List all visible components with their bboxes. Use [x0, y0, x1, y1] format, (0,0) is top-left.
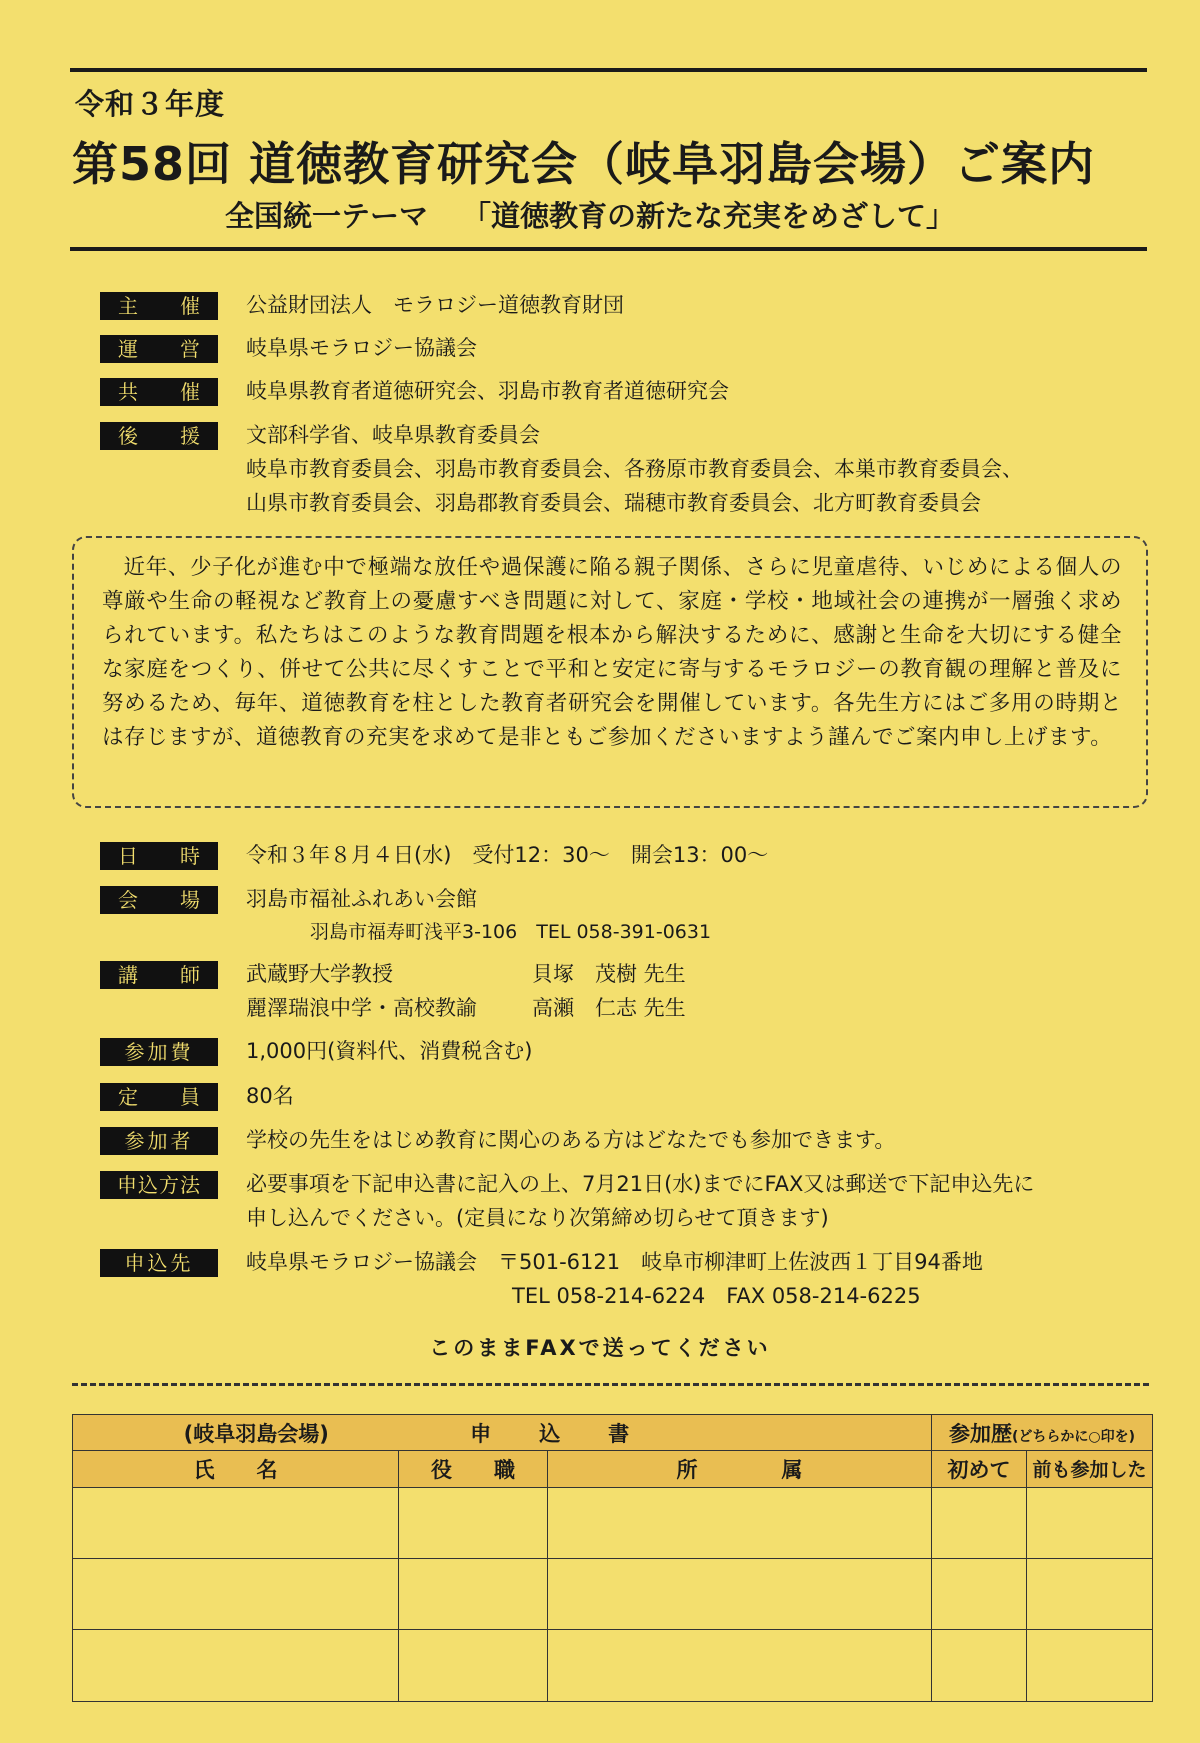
venue-name: 羽島市福祉ふれあい会館	[246, 887, 477, 911]
application-form	[72, 1414, 1153, 1702]
fee-value: 1,000円(資料代、消費税含む)	[246, 1039, 533, 1063]
first-time-field[interactable]	[932, 1630, 1027, 1702]
name-field[interactable]	[73, 1630, 399, 1702]
form-title: 申 込 書	[470, 1421, 630, 1446]
capacity-value: 80名	[246, 1084, 294, 1108]
title-bottom-rule	[70, 247, 1147, 251]
participants-value: 学校の先生をはじめ教育に関心のある方はどなたでも参加できます。	[246, 1128, 896, 1152]
lecturer-2-affiliation: 麗澤瑞浪中学・高校教諭	[246, 996, 477, 1020]
col-position: 役 職	[399, 1451, 548, 1487]
venue-address: 羽島市福寿町浅平3-106 TEL 058-391-0631	[310, 921, 712, 943]
lecturer-1-affiliation: 武蔵野大学教授	[246, 962, 393, 986]
apply-method-line-1: 必要事項を下記申込書に記入の上、7月21日(水)までにFAX又は郵送で下記申込先に	[246, 1172, 1035, 1196]
form-row	[73, 1558, 1153, 1629]
label-apply-method: 申込方法	[100, 1171, 218, 1199]
theme-label: 全国統一テーマ	[225, 199, 429, 233]
label-operator: 運 営	[100, 335, 218, 363]
label-apply-to: 申込先	[100, 1249, 218, 1277]
form-column-row	[73, 1451, 1153, 1487]
position-field[interactable]	[399, 1630, 548, 1702]
col-affiliation: 所 属	[548, 1451, 932, 1487]
organizer-value: 公益財団法人 モラロジー道徳教育財団	[246, 293, 624, 317]
operator-value: 岐阜県モラロジー協議会	[246, 336, 477, 360]
form-venue: (岐阜羽島会場)	[183, 1421, 329, 1446]
affiliation-field[interactable]	[548, 1630, 932, 1702]
name-field[interactable]	[73, 1558, 399, 1629]
first-time-field[interactable]	[932, 1558, 1027, 1629]
position-field[interactable]	[399, 1487, 548, 1558]
support-line-1: 文部科学省、岐阜県教育委員会	[246, 423, 540, 447]
label-datetime: 日 時	[100, 842, 218, 870]
history-header: 参加歴(どちらかに○印を)	[932, 1415, 1153, 1451]
col-first-time: 初めて	[932, 1451, 1027, 1487]
label-co-host: 共 催	[100, 378, 218, 406]
col-attended-before: 前も参加した	[1027, 1451, 1153, 1487]
lecturer-1-name: 貝塚 茂樹 先生	[532, 962, 686, 986]
support-line-3: 山県市教育委員会、羽島郡教育委員会、瑞穂市教育委員会、北方町教育委員会	[246, 491, 981, 515]
attended-before-field[interactable]	[1027, 1558, 1153, 1629]
name-field[interactable]	[73, 1487, 399, 1558]
fiscal-year: 令和３年度	[75, 87, 226, 121]
attended-before-field[interactable]	[1027, 1630, 1153, 1702]
apply-to-line-1: 岐阜県モラロジー協議会 〒501-6121 岐阜市柳津町上佐波西１丁目94番地	[246, 1250, 983, 1274]
form-row	[73, 1487, 1153, 1558]
notice-box	[72, 536, 1148, 808]
apply-to-line-2: TEL 058-214-6224 FAX 058-214-6225	[512, 1284, 921, 1308]
fax-note: このままFAXで送ってください	[429, 1336, 771, 1360]
theme	[225, 194, 955, 235]
label-venue: 会 場	[100, 886, 218, 914]
label-participants: 参加者	[100, 1127, 218, 1155]
support-line-2: 岐阜市教育委員会、羽島市教育委員会、各務原市教育委員会、本巣市教育委員会、	[246, 457, 1023, 481]
position-field[interactable]	[399, 1558, 548, 1629]
cut-line	[72, 1383, 1149, 1386]
co-host-value: 岐阜県教育者道徳研究会、羽島市教育者道徳研究会	[246, 379, 729, 403]
first-time-field[interactable]	[932, 1487, 1027, 1558]
form-row	[73, 1630, 1153, 1702]
col-name: 氏 名	[73, 1451, 399, 1487]
page-title: 第58回 道徳教育研究会（岐阜羽島会場）ご案内	[72, 137, 1096, 191]
datetime-value: 令和３年８月４日(水) 受付12：30〜 開会13：00〜	[246, 843, 769, 867]
apply-method-line-2: 申し込んでください。(定員になり次第締め切らせて頂きます)	[246, 1206, 829, 1230]
theme-text: 「道徳教育の新たな充実をめざして」	[462, 199, 956, 233]
label-organizer: 主 催	[100, 292, 218, 320]
label-fee: 参加費	[100, 1038, 218, 1066]
form-title-cell	[73, 1415, 932, 1451]
label-support: 後 援	[100, 422, 218, 450]
affiliation-field[interactable]	[548, 1558, 932, 1629]
form-header-row	[73, 1415, 1153, 1451]
attended-before-field[interactable]	[1027, 1487, 1153, 1558]
label-lecturer: 講 師	[100, 961, 218, 989]
label-capacity: 定 員	[100, 1083, 218, 1111]
affiliation-field[interactable]	[548, 1487, 932, 1558]
top-rule	[70, 68, 1147, 72]
notice-text: 近年、少子化が進む中で極端な放任や過保護に陥る親子関係、さらに児童虐待、いじめによる個人の尊厳や生命の軽視など教育上の憂慮すべき問題に対して、家庭・学校・地域社会の連携が一層強く求められています。私たちはこのような教育問題を根本から解決するために、感謝と生命を大切にする健全な家庭をつくり、併せて公共に尽くすことで平和と安定に寄与するモラロジーの教育観の理解と普及に努めるため、毎年、道徳教育を柱とした教育者研究会を開催しています。各先生方にはご多用の時期とは存じますが、道徳教育の充実を求めて是非ともご参加くださいますよう謹んでご案内申し上げます。	[102, 555, 1122, 750]
lecturer-2-name: 高瀬 仁志 先生	[532, 996, 686, 1020]
